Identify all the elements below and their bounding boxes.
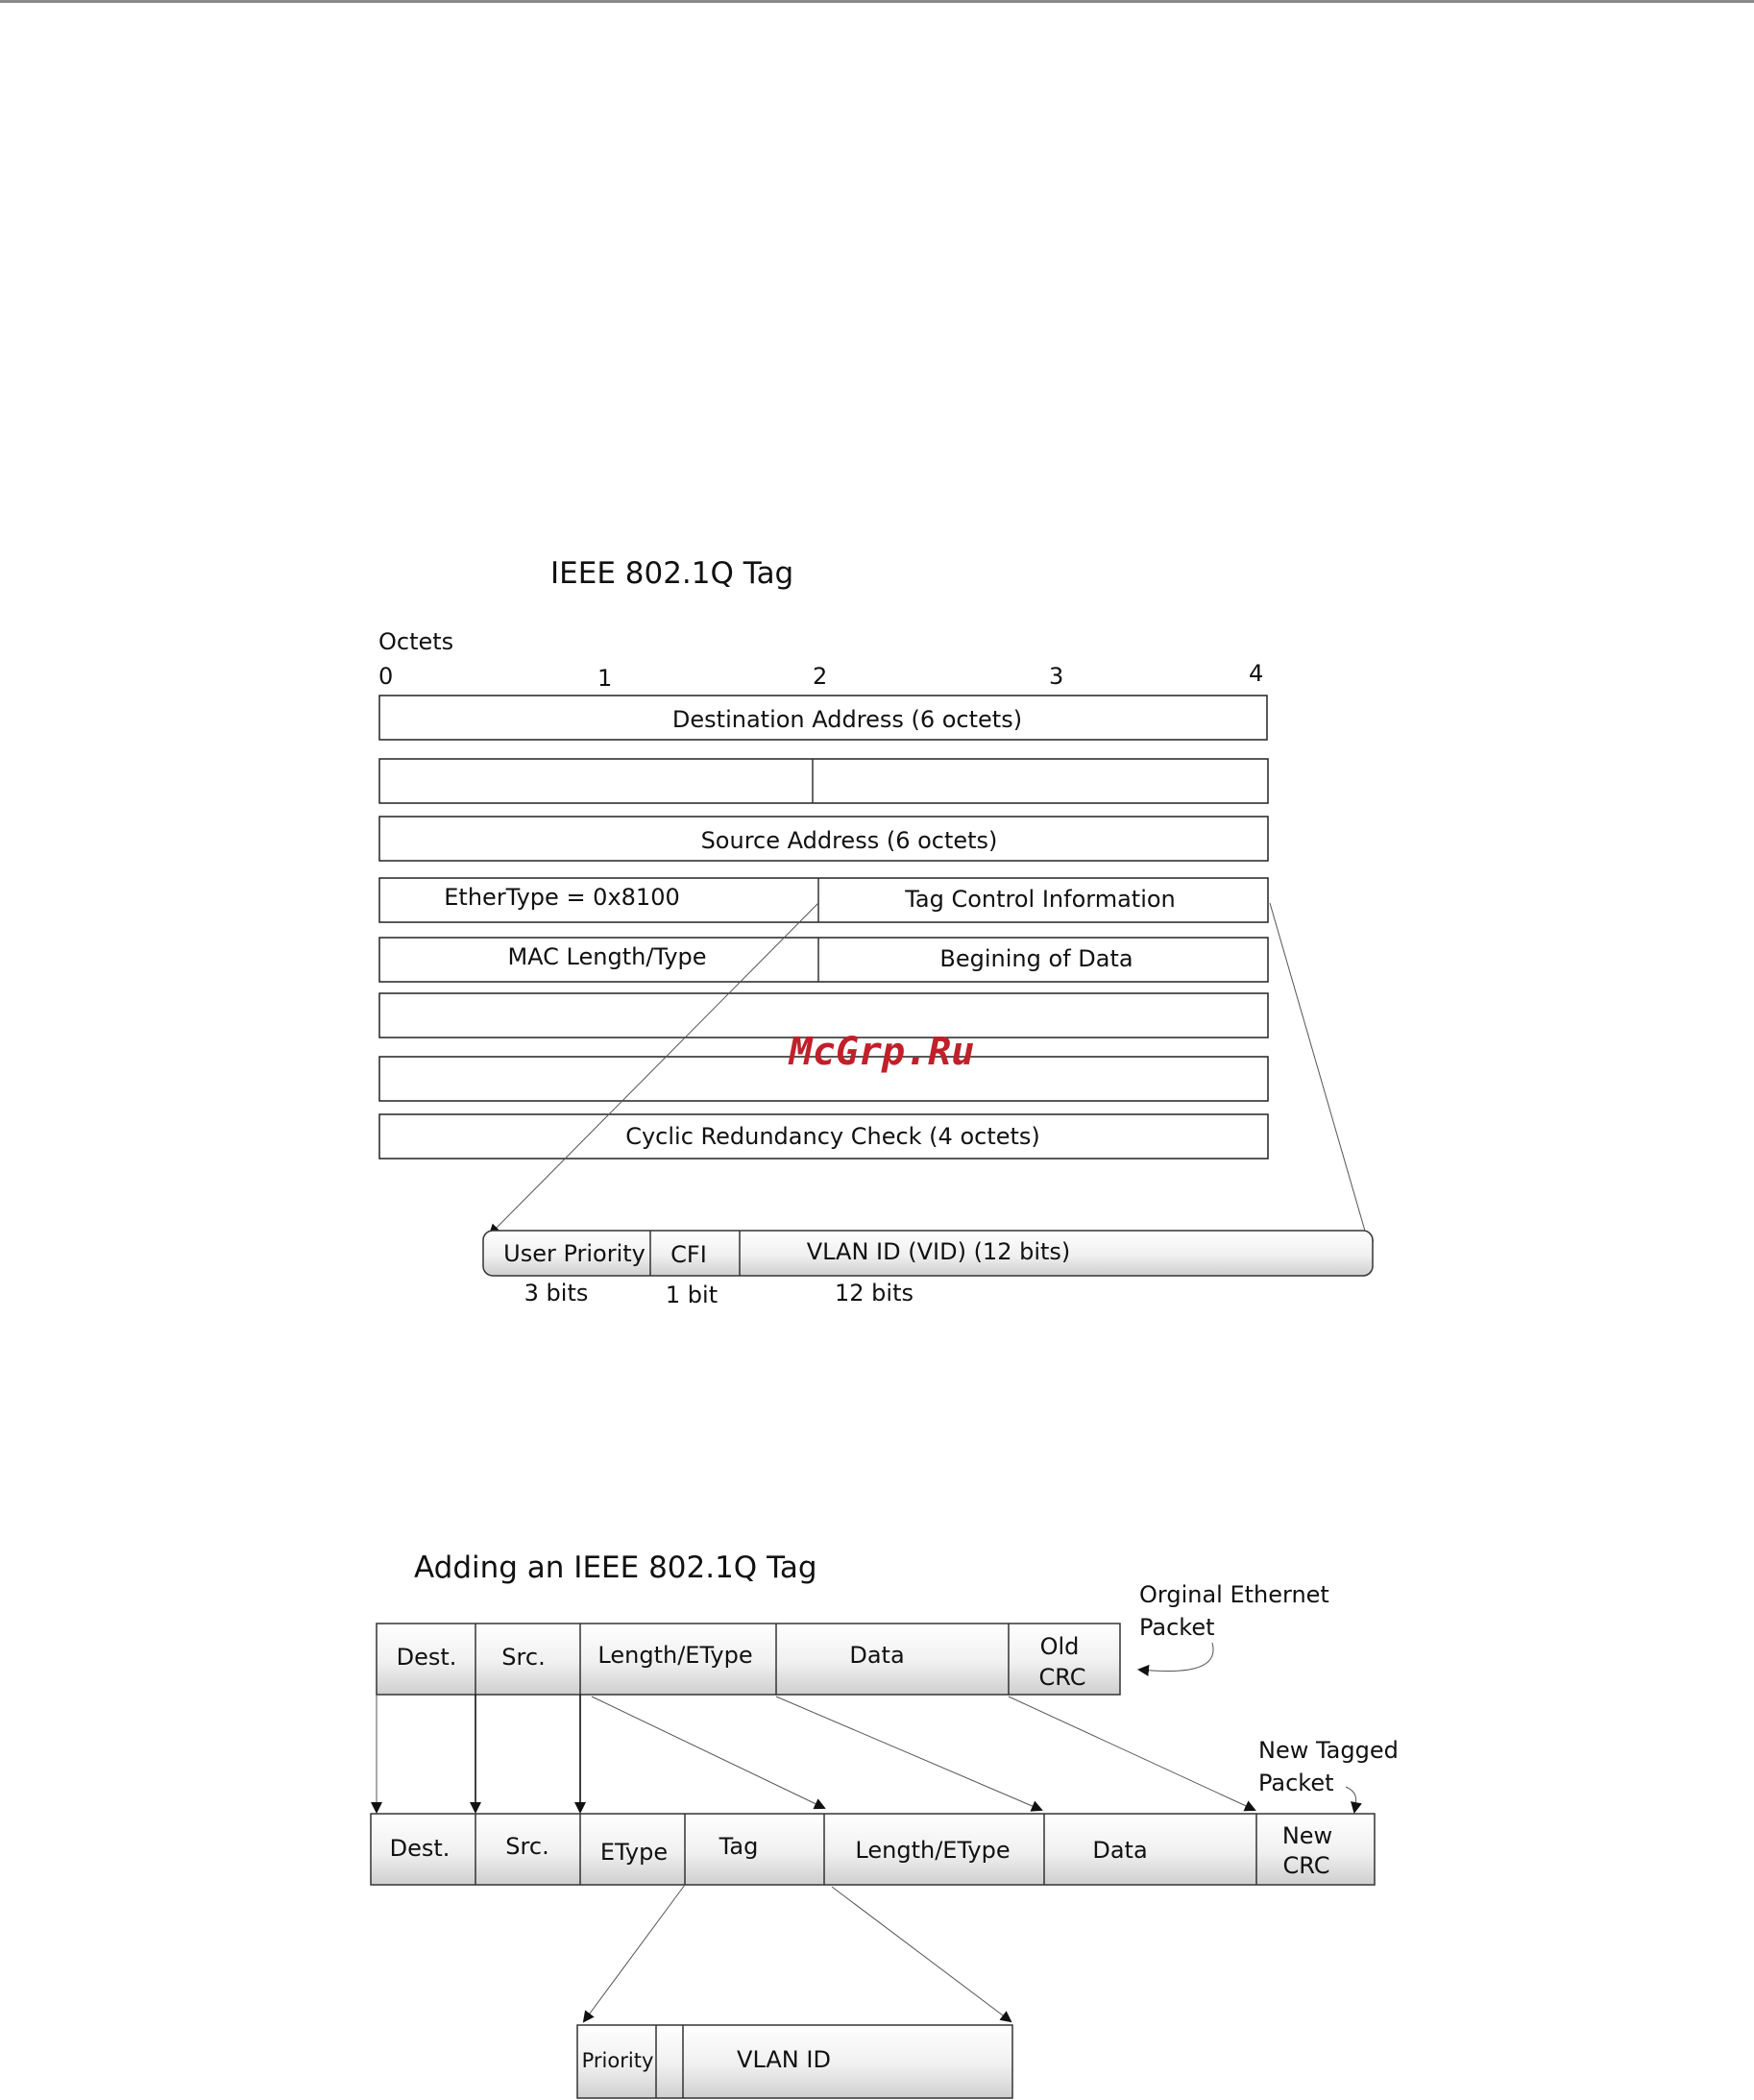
octet-number-1: 1 <box>597 665 613 692</box>
user-priority-label: User Priority <box>503 1240 646 1267</box>
new-etype-label: EType <box>599 1839 669 1866</box>
new-crc-label-2: CRC <box>1282 1852 1330 1879</box>
original-note-line-2: Packet <box>1139 1614 1215 1641</box>
octet-number-4: 4 <box>1249 660 1264 687</box>
map-arrow-length-etype <box>592 1697 824 1808</box>
destination-address-label: Destination Address (6 octets) <box>671 706 1023 733</box>
mac-length-type-label: MAC Length/Type <box>507 943 707 970</box>
old-crc-label-2: CRC <box>1038 1664 1086 1691</box>
new-src-label: Src. <box>505 1833 549 1860</box>
new-note-line-2: Packet <box>1258 1770 1334 1796</box>
new-data-label: Data <box>1092 1837 1148 1864</box>
map-arrow-crc <box>1009 1697 1255 1810</box>
octet-number-2: 2 <box>813 663 828 690</box>
tag-expand-line-right <box>832 1887 1011 2021</box>
original-note-arrow <box>1139 1643 1213 1672</box>
original-dest-label: Dest. <box>396 1644 457 1671</box>
crc-label: Cyclic Redundancy Check (4 octets) <box>625 1123 1040 1150</box>
address-cont-field <box>379 759 1268 803</box>
cfi-bits: 1 bit <box>665 1282 719 1308</box>
new-crc-label-1: New <box>1281 1822 1333 1849</box>
tag-vlan-id-label: VLAN ID <box>737 2046 831 2073</box>
new-note-line-1: New Tagged <box>1258 1737 1399 1764</box>
original-note-line-1: Orginal Ethernet <box>1139 1581 1329 1608</box>
tag-expand-line-left <box>584 1885 685 2021</box>
tag-control-information-label: Tag Control Information <box>905 886 1176 913</box>
tag-diagram-title: IEEE 802.1Q Tag <box>550 556 794 591</box>
octet-number-0: 0 <box>378 663 394 690</box>
tag-priority-label: Priority <box>581 2049 654 2072</box>
old-crc-label-1: Old <box>1039 1633 1080 1660</box>
user-priority-bits: 3 bits <box>524 1280 589 1306</box>
source-address-label: Source Address (6 octets) <box>700 827 998 854</box>
new-length-etype-label: Length/EType <box>855 1837 1011 1864</box>
octet-number-3: 3 <box>1049 663 1064 690</box>
adding-diagram-title: Adding an IEEE 802.1Q Tag <box>414 1551 817 1585</box>
original-src-label: Src. <box>501 1644 546 1671</box>
new-tag-label: Tag <box>719 1833 759 1860</box>
vlan-id-label: VLAN ID (VID) (12 bits) <box>806 1238 1071 1265</box>
tci-expand-line-right <box>1270 903 1371 1251</box>
new-dest-label: Dest. <box>389 1835 451 1862</box>
cfi-label: CFI <box>670 1241 707 1268</box>
ethertype-label: EtherType = 0x8100 <box>444 884 680 911</box>
new-note-arrow <box>1346 1787 1356 1812</box>
vlan-id-bits: 12 bits <box>835 1280 914 1306</box>
original-length-etype-label: Length/EType <box>597 1642 753 1669</box>
map-arrow-data <box>776 1697 1041 1810</box>
begining-of-data-label: Begining of Data <box>939 945 1133 972</box>
original-data-label: Data <box>849 1642 905 1669</box>
octets-label: Octets <box>378 628 454 655</box>
watermark: McGrp.Ru <box>789 1030 975 1074</box>
